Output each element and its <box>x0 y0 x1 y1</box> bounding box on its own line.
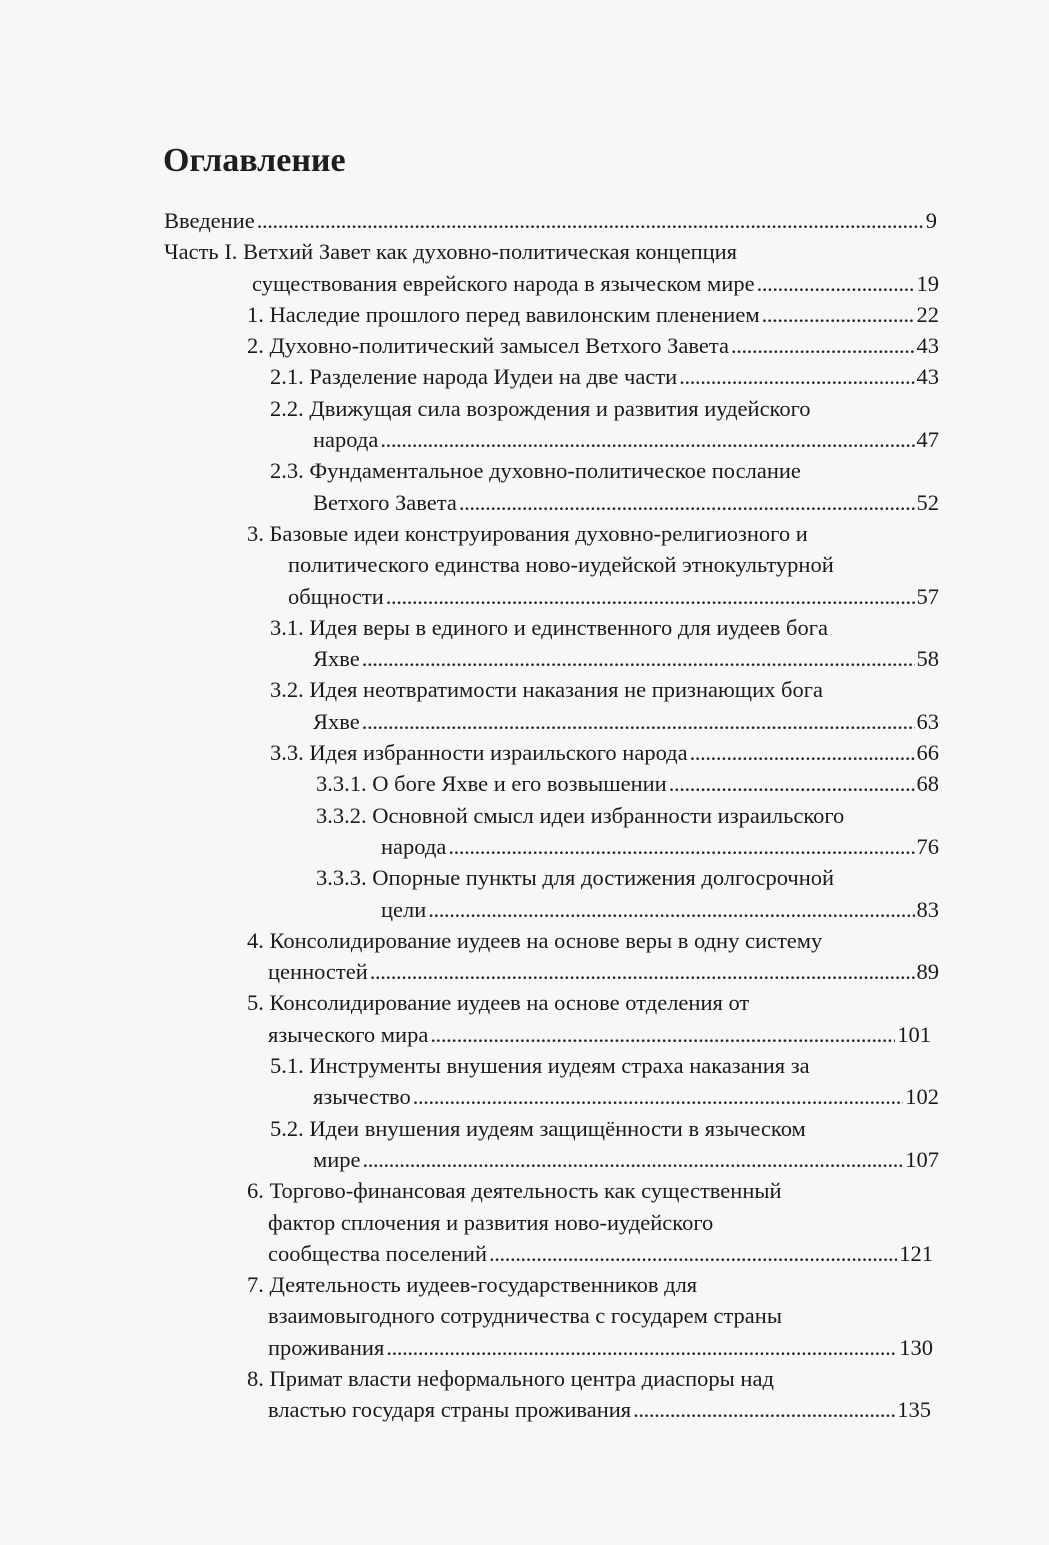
toc-entry <box>0 330 1049 361</box>
toc-page-number: 121 <box>899 1240 933 1266</box>
toc-page-number: 43 <box>916 364 939 390</box>
toc-entry-title: 3.3.2. Основной смысл идеи избранности израильского <box>316 802 845 828</box>
dot-leader <box>380 424 914 455</box>
dot-leader <box>363 1144 904 1175</box>
table-of-contents <box>0 205 1049 1426</box>
toc-entry-title: 6. Торгово-финансовая деятельность как существенный <box>247 1178 782 1204</box>
toc-entry-title: 7. Деятельность иудеев-государственников для <box>247 1272 698 1298</box>
toc-entry-title: 3.3.1. О боге Яхве и его возвышении <box>316 771 667 797</box>
dot-leader <box>448 831 914 862</box>
toc-entry-title: язычество <box>313 1084 411 1110</box>
toc-entry-title: взаимовыгодного сотрудничества с государем страны <box>268 1303 782 1329</box>
dot-leader <box>690 737 915 768</box>
dot-leader <box>430 1019 895 1050</box>
toc-entry-title: политического единства ново-иудейской этнокультурной <box>288 552 834 578</box>
toc-entry-title: 2.3. Фундаментальное духовно-политическое послание <box>270 458 801 484</box>
toc-entry <box>0 925 1049 988</box>
dot-leader <box>757 268 915 299</box>
toc-page-number: 66 <box>916 740 939 766</box>
toc-entry-title: 2. Духовно-политический замысел Ветхого Завета <box>247 333 729 359</box>
dot-leader <box>669 768 915 799</box>
toc-entry-title: общности <box>288 583 384 609</box>
toc-page-number: 135 <box>897 1397 931 1423</box>
toc-entry-title: мире <box>313 1146 361 1172</box>
dot-leader <box>428 894 914 925</box>
toc-entry-title: 1. Наследие прошлого перед вавилонским пленением <box>247 301 760 327</box>
page-title: Оглавление <box>163 142 346 179</box>
dot-leader <box>731 330 915 361</box>
toc-entry-title: ценностей <box>268 959 368 985</box>
toc-entry-title: народа <box>313 427 379 453</box>
toc-entry-title: фактор сплочения и развития ново-иудейского <box>268 1209 714 1235</box>
toc-entry-title: языческого мира <box>268 1021 429 1047</box>
toc-entry-title: проживания <box>268 1334 385 1360</box>
toc-entry <box>0 518 1049 612</box>
toc-entry <box>0 800 1049 863</box>
toc-entry-title: Яхве <box>313 646 360 672</box>
dot-leader <box>459 487 915 518</box>
dot-leader <box>489 1238 897 1269</box>
toc-entry-title: народа <box>381 833 447 859</box>
toc-page-number: 52 <box>916 489 939 515</box>
dot-leader <box>679 361 914 392</box>
toc-page-number: 83 <box>916 896 939 922</box>
dot-leader <box>633 1394 895 1425</box>
toc-entry <box>0 299 1049 330</box>
toc-entry-title: 5.2. Идеи внушения иудеям защищённости в языческом <box>270 1115 806 1141</box>
dot-leader <box>362 643 915 674</box>
toc-page-number: 43 <box>916 333 939 359</box>
toc-entry-title: Часть I. Ветхий Завет как духовно-политическая концепция <box>164 239 738 265</box>
toc-entry <box>0 236 1049 299</box>
dot-leader <box>370 956 915 987</box>
toc-entry <box>0 768 1049 799</box>
toc-entry-title: 8. Примат власти неформального центра диаспоры над <box>247 1365 774 1391</box>
toc-entry-title: 3. Базовые идеи конструирования духовно-религиозного и <box>247 520 808 546</box>
toc-entry-title: существования еврейского народа в языческом мире <box>252 270 755 296</box>
toc-entry-title: 3.1. Идея веры в единого и единственного для иудеев бога <box>270 614 828 640</box>
dot-leader <box>413 1081 903 1112</box>
toc-page-number: 47 <box>916 427 939 453</box>
toc-page-number: 89 <box>916 959 939 985</box>
toc-entry <box>0 205 1049 236</box>
dot-leader <box>257 205 924 236</box>
toc-page-number: 9 <box>925 208 937 233</box>
toc-entry-title: 3.2. Идея неотвратимости наказания не признающих бога <box>270 677 823 703</box>
toc-page-number: 22 <box>916 301 939 327</box>
toc-page-number: 76 <box>916 833 939 859</box>
toc-entry-title: 3.3. Идея избранности израильского народа <box>270 740 688 766</box>
toc-entry <box>0 1050 1049 1113</box>
toc-entry-title: 3.3.3. Опорные пункты для достижения долгосрочной <box>316 865 835 891</box>
toc-page-number: 19 <box>916 270 939 296</box>
toc-page-number: 107 <box>905 1146 939 1172</box>
dot-leader <box>762 299 915 330</box>
toc-entry <box>0 1363 1049 1426</box>
toc-entry-title: 2.2. Движущая сила возрождения и развития иудейского <box>270 395 811 421</box>
toc-entry <box>0 455 1049 518</box>
toc-entry-title: 4. Консолидирование иудеев на основе веры в одну систему <box>247 927 823 953</box>
toc-entry-title: властью государя страны проживания <box>268 1397 632 1423</box>
toc-entry <box>0 987 1049 1050</box>
toc-page-number: 58 <box>916 646 939 672</box>
toc-entry <box>0 1113 1049 1176</box>
toc-entry <box>0 862 1049 925</box>
toc-entry <box>0 612 1049 675</box>
toc-entry-title: Ветхого Завета <box>313 489 457 515</box>
toc-page-number: 102 <box>905 1084 939 1110</box>
toc-entry <box>0 1175 1049 1269</box>
dot-leader <box>386 581 915 612</box>
toc-page-number: 101 <box>897 1021 931 1047</box>
toc-entry <box>0 1269 1049 1363</box>
toc-page-number: 130 <box>899 1334 933 1360</box>
toc-page-number: 68 <box>916 771 939 797</box>
toc-entry <box>0 361 1049 392</box>
toc-entry <box>0 737 1049 768</box>
toc-entry-title: сообщества поселений <box>268 1240 488 1266</box>
dot-leader <box>386 1332 897 1363</box>
toc-page-number: 57 <box>916 583 939 609</box>
toc-entry <box>0 674 1049 737</box>
toc-entry-title: 5. Консолидирование иудеев на основе отделения от <box>247 990 750 1016</box>
toc-entry-title: 5.1. Инструменты внушения иудеям страха наказания за <box>270 1053 810 1079</box>
toc-entry-title: Яхве <box>313 708 360 734</box>
toc-entry-title: Введение <box>164 208 255 233</box>
dot-leader <box>362 706 915 737</box>
toc-entry <box>0 393 1049 456</box>
toc-entry-title: цели <box>381 896 427 922</box>
toc-entry-title: 2.1. Разделение народа Иудеи на две части <box>270 364 678 390</box>
toc-page-number: 63 <box>916 708 939 734</box>
